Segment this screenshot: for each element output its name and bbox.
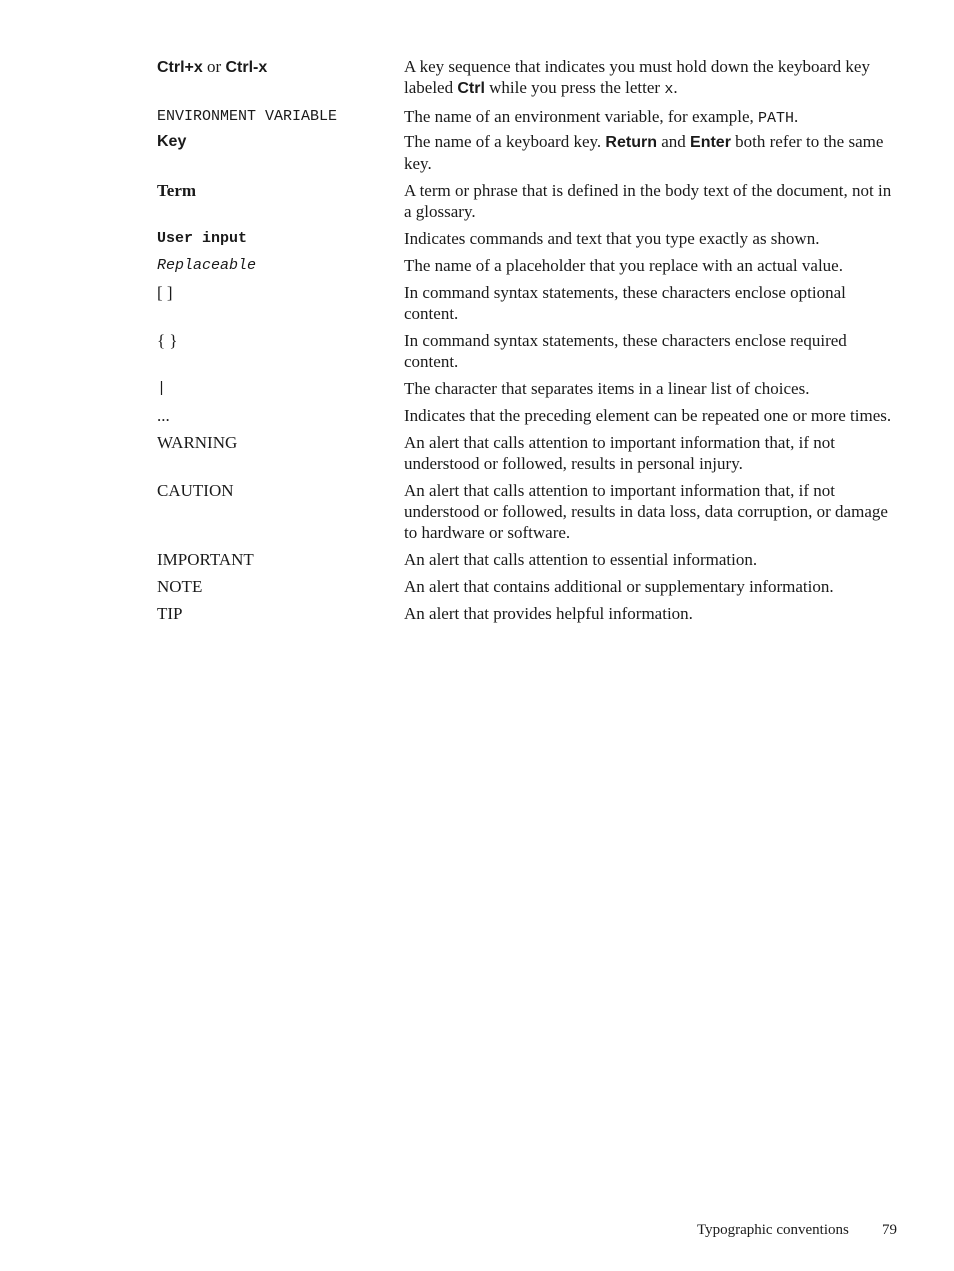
desc-text: . [673, 78, 678, 97]
convention-description: An alert that calls attention to important information that, if not understood or followed, results in personal injury. [404, 433, 836, 473]
convention-term [157, 56, 404, 100]
convention-term: Replaceable [157, 257, 257, 274]
convention-term: WARNING [157, 433, 238, 452]
convention-description: In command syntax statements, these characters enclose required content. [404, 331, 847, 371]
convention-term: { } [157, 331, 178, 350]
desc-text: while you press the letter [484, 78, 665, 97]
desc-path: PATH [758, 110, 795, 127]
convention-row-term [157, 180, 899, 222]
convention-term: TIP [157, 604, 183, 623]
footer-section-title: Typographic conventions [697, 1222, 849, 1238]
convention-row-replaceable [157, 255, 899, 276]
convention-description: Indicates that the preceding element can be repeated one or more times. [404, 406, 892, 425]
convention-description [404, 106, 899, 129]
convention-row-user-input [157, 228, 899, 249]
convention-description: In command syntax statements, these characters enclose optional content. [404, 283, 846, 323]
convention-row-tip [157, 603, 899, 624]
convention-row-ctrl [157, 56, 899, 100]
convention-term: Term [157, 181, 197, 200]
convention-row-caution [157, 480, 899, 543]
desc-ctrl-key: Ctrl [457, 80, 485, 97]
page-footer [697, 1222, 897, 1239]
convention-row-pipe [157, 378, 899, 399]
desc-text: The name of an environment variable, for example, [404, 107, 759, 126]
convention-description: An alert that calls attention to essential information. [404, 550, 758, 569]
convention-row-ellipsis [157, 405, 899, 426]
convention-term: User input [157, 230, 248, 247]
desc-letter-x: x [664, 81, 674, 98]
convention-description: An alert that provides helpful information. [404, 604, 693, 623]
convention-description: A term or phrase that is defined in the body text of the document, not in a glossary. [404, 181, 892, 221]
desc-enter-key: Enter [690, 134, 731, 151]
desc-text: both refer to the same key. [404, 132, 884, 173]
convention-row-warning [157, 432, 899, 474]
desc-text: The name of a keyboard key. [404, 132, 606, 151]
convention-description: Indicates commands and text that you type exactly as shown. [404, 229, 820, 248]
desc-text: A key sequence that indicates you must hold down the keyboard key labeled [404, 57, 870, 97]
convention-row-important [157, 549, 899, 570]
conventions-table [157, 56, 899, 630]
convention-description: The character that separates items in a linear list of choices. [404, 379, 810, 398]
convention-row-braces [157, 330, 899, 372]
term-ctrl-plus-x: Ctrl+x [157, 59, 203, 76]
convention-term: CAUTION [157, 481, 234, 500]
convention-row-brackets [157, 282, 899, 324]
convention-description: The name of a placeholder that you replace with an actual value. [404, 256, 843, 275]
convention-row-env [157, 106, 899, 129]
term-ctrl-dash-x: Ctrl-x [225, 59, 268, 76]
convention-term: | [157, 380, 167, 397]
convention-term: [ ] [157, 283, 173, 302]
page-number: 79 [882, 1222, 897, 1238]
convention-description [404, 56, 899, 100]
desc-text: . [794, 107, 799, 126]
convention-row-key [157, 131, 899, 174]
convention-description [404, 131, 899, 174]
convention-term: ... [157, 406, 170, 425]
convention-term: NOTE [157, 577, 203, 596]
convention-term: Key [157, 133, 187, 150]
convention-description: An alert that contains additional or supplementary information. [404, 577, 834, 596]
term-or: or [202, 57, 226, 76]
convention-term: ENVIRONMENT VARIABLE [157, 108, 338, 125]
desc-return-key: Return [605, 134, 657, 151]
convention-row-note [157, 576, 899, 597]
desc-text: and [656, 132, 691, 151]
convention-term: IMPORTANT [157, 550, 254, 569]
convention-description: An alert that calls attention to important information that, if not understood or followed, results in data loss, data corruption, or damage to hardware or software. [404, 481, 888, 542]
